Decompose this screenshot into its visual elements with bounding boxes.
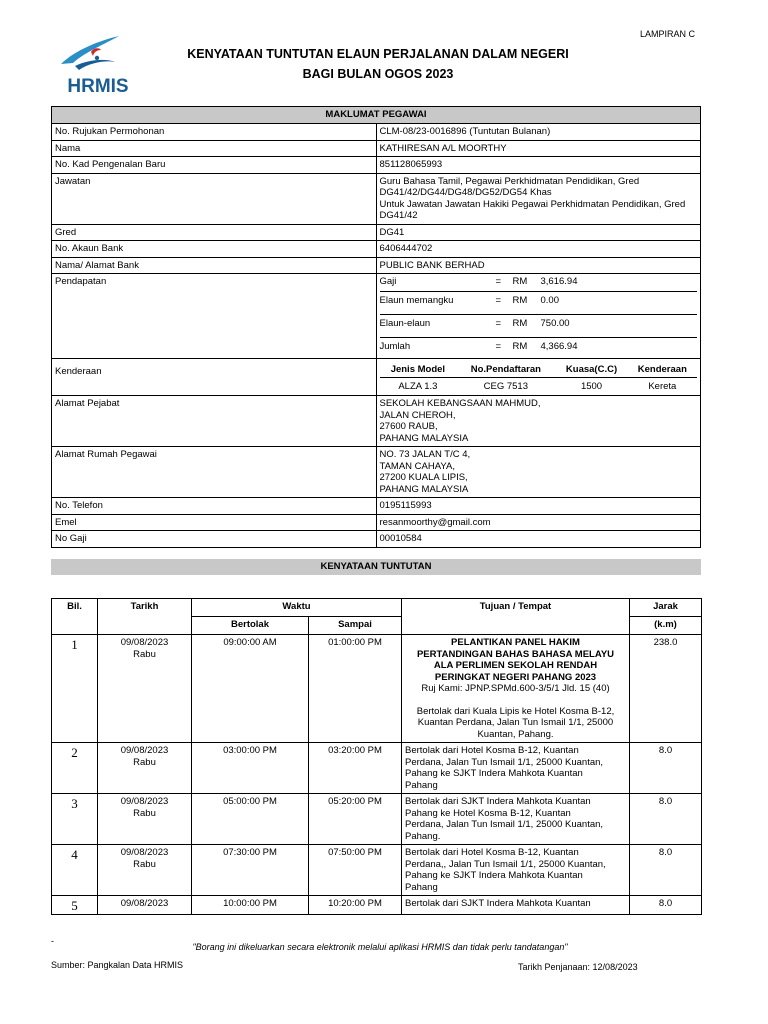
label-bank-name: Nama/ Alamat Bank	[52, 257, 377, 274]
header-purpose: Tujuan / Tempat	[402, 599, 630, 635]
vehicle-header: No.Pendaftaran	[470, 364, 541, 375]
claim-distance: 8.0	[630, 794, 702, 845]
claim-date-value: 09/08/2023	[120, 796, 169, 807]
claim-date	[98, 794, 192, 845]
income-amount: 750.00	[541, 314, 698, 337]
income-currency: RM	[513, 291, 541, 314]
purpose-line: Bertolak dari SJKT Indera Mahkota Kuantan	[405, 796, 591, 807]
income-amount: 3,616.94	[540, 276, 578, 287]
claim-date-value: 09/08/2023	[120, 847, 169, 858]
income-table	[380, 274, 698, 358]
income-cell	[376, 274, 701, 359]
footer-dash: -	[51, 936, 54, 946]
claim-day: Rabu	[133, 648, 156, 660]
detail-line: Kuantan, Pahang.	[477, 728, 554, 740]
income-label: Gaji	[379, 276, 397, 287]
claim-no: 4	[52, 845, 98, 896]
income-label: Jumlah	[380, 337, 496, 358]
claim-arrive: 10:20:00 PM	[309, 896, 402, 915]
event-line: PERTANDINGAN BAHAS BAHASA MELAYU	[416, 648, 615, 660]
claim-row	[52, 635, 702, 743]
purpose-line: Pahang ke SJKT Indera Mahkota Kuantan	[405, 768, 583, 779]
home-address-line: 27200 KUALA LIPIS,	[379, 472, 468, 483]
claim-distance: 8.0	[630, 896, 702, 915]
claim-no: 5	[52, 896, 98, 915]
label-phone: No. Telefon	[52, 498, 377, 515]
generation-date: Tarikh Penjanaan: 12/08/2023	[518, 962, 638, 972]
claim-distance: 8.0	[630, 845, 702, 896]
income-amount: 4,366.94	[541, 337, 698, 358]
claims-table	[51, 598, 702, 915]
document-title	[150, 44, 606, 84]
value-position	[376, 173, 701, 224]
value-name: KATHIRESAN A/L MOORTHY	[376, 140, 701, 157]
claim-day: Rabu	[133, 807, 156, 819]
claim-distance: 238.0	[630, 635, 702, 743]
value-ic: 851128065993	[376, 157, 701, 174]
office-address-line: SEKOLAH KEBANGSAAN MAHMUD,	[379, 398, 541, 409]
purpose-line: Bertolak dari SJKT Indera Mahkota Kuantan	[405, 898, 591, 909]
purpose-line: Perdana, Jalan Tun Ismail 1/1, 25000 Kuantan,	[405, 819, 604, 830]
claim-purpose	[402, 845, 630, 896]
label-salary-no: No Gaji	[52, 531, 377, 548]
claim-date	[98, 743, 192, 794]
header-date: Tarikh	[98, 599, 192, 635]
home-address-line: PAHANG MALAYSIA	[379, 483, 469, 495]
office-address-line: PAHANG MALAYSIA	[379, 432, 469, 444]
income-label: Elaun memangku	[380, 291, 496, 314]
purpose-line: Pahang.	[405, 830, 441, 842]
claim-no: 1	[52, 635, 98, 743]
claim-row	[52, 794, 702, 845]
vehicle-plate: CEG 7513	[456, 377, 555, 395]
detail-line: Bertolak dari Kuala Lipis ke Hotel Kosma B-12,	[416, 705, 615, 717]
income-eq: =	[496, 291, 513, 314]
event-line: PERINGKAT NEGERI PAHANG 2023	[434, 671, 597, 683]
vehicle-header: Jenis Model	[390, 364, 446, 375]
value-bank-name: PUBLIC BANK BERHAD	[376, 257, 701, 274]
claim-date-value: 09/08/2023	[120, 637, 169, 648]
claim-row	[52, 845, 702, 896]
income-eq: =	[496, 314, 513, 337]
purpose-line: Pahang	[405, 881, 438, 893]
title-line-1: KENYATAAN TUNTUTAN ELAUN PERJALANAN DALAM NEGERI	[187, 47, 569, 61]
claim-row	[52, 896, 702, 915]
header-arrive: Sampai	[309, 617, 402, 635]
event-line: PELANTIKAN PANEL HAKIM	[451, 637, 580, 648]
value-salary-no: 00010584	[376, 531, 701, 548]
header-distance: Jarak	[630, 599, 702, 617]
value-phone: 0195115993	[376, 498, 701, 515]
title-line-2: BAGI BULAN OGOS 2023	[302, 67, 454, 81]
label-bank-account: No. Akaun Bank	[52, 241, 377, 258]
claim-depart: 05:00:00 PM	[192, 794, 309, 845]
label-income: Pendapatan	[52, 274, 377, 359]
income-amount: 0.00	[541, 291, 698, 314]
claim-date	[98, 845, 192, 896]
purpose-line: Perdana,, Jalan Tun Ismail 1/1, 25000 Kuantan,	[405, 858, 606, 870]
employee-section-title: MAKLUMAT PEGAWAI	[52, 107, 701, 124]
home-address-line: TAMAN CAHAYA,	[379, 460, 455, 472]
value-ref: CLM-08/23-0016896 (Tuntutan Bulanan)	[376, 124, 701, 141]
claim-date-value: 09/08/2023	[120, 898, 169, 909]
income-eq: =	[495, 276, 502, 287]
value-office-address	[376, 396, 701, 447]
claim-purpose	[402, 794, 630, 845]
event-reference: Ruj Kami: JPNP.SPMd.600-3/5/1 Jld. 15 (40)	[421, 683, 610, 694]
detail-line: Kuantan Perdana, Jalan Tun Ismail 1/1, 25000	[417, 717, 614, 728]
value-home-address	[376, 447, 701, 498]
label-ic: No. Kad Pengenalan Baru	[52, 157, 377, 174]
purpose-line: Pahang ke Hotel Kosma B-12, Kuantan	[405, 807, 571, 819]
header-time: Waktu	[192, 599, 402, 617]
purpose-line: Pahang ke SJKT Indera Mahkota Kuantan	[405, 870, 583, 881]
claim-row	[52, 743, 702, 794]
claim-date	[98, 635, 192, 743]
claim-arrive: 03:20:00 PM	[309, 743, 402, 794]
purpose-line: Perdana, Jalan Tun Ismail 1/1, 25000 Kuantan,	[405, 756, 604, 768]
claim-arrive: 01:00:00 PM	[309, 635, 402, 743]
office-address-line: JALAN CHEROH,	[379, 409, 456, 421]
claim-no: 2	[52, 743, 98, 794]
claim-arrive: 07:50:00 PM	[309, 845, 402, 896]
vehicle-header: Kuasa(C.C)	[565, 364, 618, 375]
label-email: Emel	[52, 514, 377, 531]
claim-purpose	[402, 896, 630, 915]
label-grade: Gred	[52, 224, 377, 241]
claim-depart: 03:00:00 PM	[192, 743, 309, 794]
vehicle-model: ALZA 1.3	[380, 377, 457, 395]
position-line-2: Untuk Jawatan Jawatan Hakiki Pegawai Perkhidmatan Pendidikan, Gred DG41/42	[379, 198, 686, 221]
claim-arrive: 05:20:00 PM	[309, 794, 402, 845]
claims-section-title: KENYATAAN TUNTUTAN	[51, 559, 701, 575]
event-line: ALA PERLIMEN SEKOLAH RENDAH	[433, 660, 598, 671]
annex-label: LAMPIRAN C	[640, 29, 696, 39]
position-line-1: Guru Bahasa Tamil, Pegawai Perkhidmatan Pendidikan, Gred DG41/42/DG44/DG48/DG52/DG54 Khas	[379, 175, 640, 198]
claim-depart: 10:00:00 PM	[192, 896, 309, 915]
value-bank-account: 6406444702	[376, 241, 701, 258]
office-address-line: 27600 RAUB,	[379, 421, 438, 432]
label-position: Jawatan	[52, 173, 377, 224]
claim-distance: 8.0	[630, 743, 702, 794]
claim-day: Rabu	[133, 756, 156, 768]
claim-no: 3	[52, 794, 98, 845]
value-grade: DG41	[376, 224, 701, 241]
income-currency: RM	[513, 314, 541, 337]
income-eq: =	[496, 337, 513, 358]
vehicle-cell	[376, 359, 701, 396]
claim-depart: 09:00:00 AM	[192, 635, 309, 743]
label-vehicle: Kenderaan	[52, 359, 377, 396]
purpose-line: Pahang	[405, 779, 438, 791]
income-label: Elaun-elaun	[380, 314, 496, 337]
home-address-line: NO. 73 JALAN T/C 4,	[379, 449, 471, 460]
header-depart: Bertolak	[192, 617, 309, 635]
claim-depart: 07:30:00 PM	[192, 845, 309, 896]
purpose-line: Bertolak dari Hotel Kosma B-12, Kuantan	[405, 847, 579, 858]
vehicle-table	[380, 359, 698, 395]
employee-info-table	[51, 106, 701, 548]
logo-wordmark: HRMIS	[67, 76, 129, 95]
value-email: resanmoorthy@gmail.com	[376, 514, 701, 531]
claim-purpose	[402, 743, 630, 794]
claim-date-value: 09/08/2023	[120, 745, 169, 756]
data-source: Sumber: Pangkalan Data HRMIS	[51, 960, 184, 970]
label-name: Nama	[52, 140, 377, 157]
vehicle-cc: 1500	[555, 377, 627, 395]
claim-day: Rabu	[133, 858, 156, 870]
vehicle-type: Kereta	[628, 377, 697, 395]
purpose-line: Bertolak dari Hotel Kosma B-12, Kuantan	[405, 745, 579, 756]
vehicle-header: Kenderaan	[637, 364, 687, 375]
income-currency: RM	[512, 276, 528, 287]
claim-purpose	[402, 635, 630, 743]
income-currency: RM	[513, 337, 541, 358]
claim-date	[98, 896, 192, 915]
label-home-address: Alamat Rumah Pegawai	[52, 447, 377, 498]
label-office-address: Alamat Pejabat	[52, 396, 377, 447]
header-distance-unit: (k.m)	[630, 617, 702, 635]
label-ref: No. Rujukan Permohonan	[52, 124, 377, 141]
electronic-form-note: "Borang ini dikeluarkan secara elektronik melalui aplikasi HRMIS dan tidak perlu tandatangan"	[192, 942, 568, 952]
hrmis-logo	[53, 30, 143, 95]
header-no: Bil.	[52, 599, 98, 635]
